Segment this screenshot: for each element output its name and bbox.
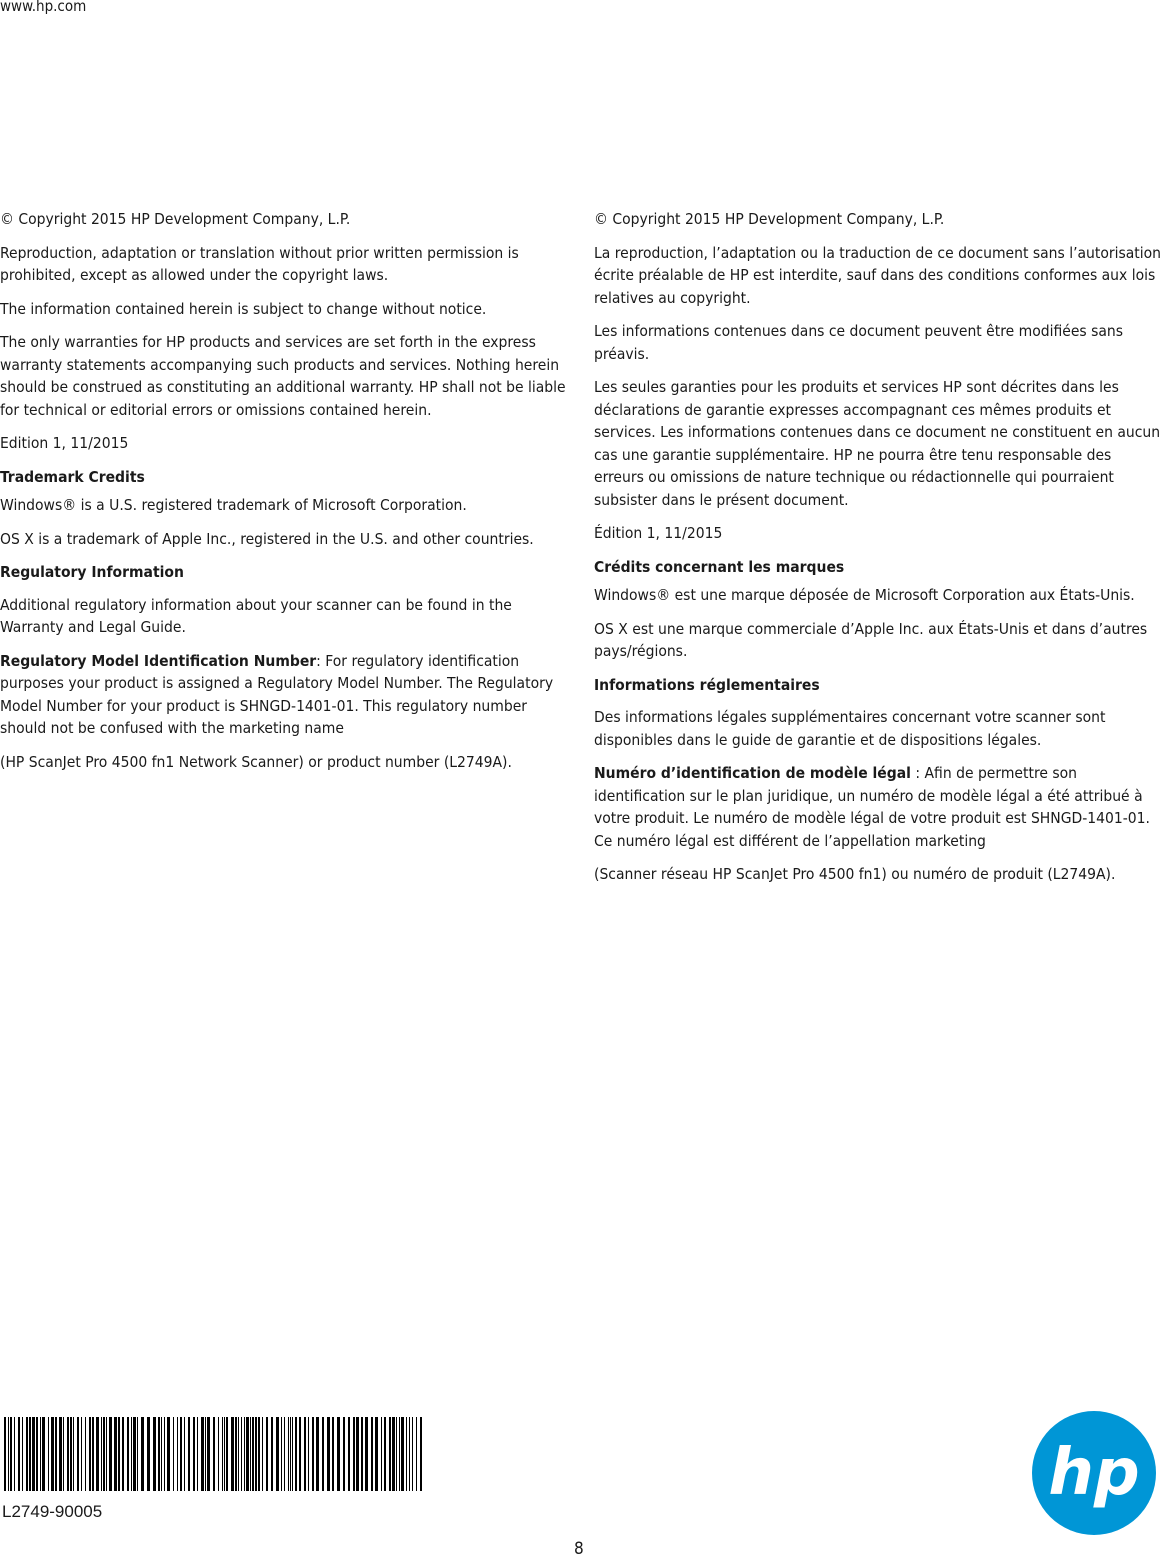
trademark-heading-en: Trademark Credits <box>0 467 145 486</box>
barcode-bar <box>59 1417 62 1491</box>
barcode-bar <box>103 1417 105 1491</box>
barcode-text: L2749-90005 <box>2 1502 103 1521</box>
windows-tm-fr: Windows® est une marque déposée de Microsoft Corporation aux États-Unis. <box>594 586 1135 604</box>
barcode-bar <box>226 1417 228 1491</box>
barcode-bar <box>114 1417 117 1491</box>
barcode-bar <box>312 1417 314 1491</box>
barcode-bar <box>337 1417 340 1491</box>
barcode-bar <box>10 1417 12 1491</box>
barcode-bar <box>222 1417 223 1491</box>
regulatory-heading-en: Regulatory Information <box>0 563 184 581</box>
regulatory-text-en: Additional regulatory information about your scanner can be found in the Warranty and Legal Guide. <box>0 595 512 636</box>
barcode-bar <box>22 1417 23 1491</box>
barcode-bar <box>70 1417 72 1491</box>
hp-logo-icon <box>1031 1410 1157 1536</box>
barcode-bar <box>420 1417 422 1491</box>
barcode-bar <box>412 1417 413 1491</box>
barcode-bar <box>42 1417 45 1491</box>
barcode-bar <box>4 1417 6 1491</box>
model-paragraph-fr <box>594 762 1162 852</box>
barcode-bar <box>295 1417 297 1491</box>
barcode-bar <box>161 1417 162 1491</box>
barcode-bar <box>48 1417 49 1491</box>
barcode-bar <box>353 1417 355 1491</box>
warranty-en: The only warranties for HP products and services are set forth in the express warranty statements accompanying such products and services. Nothing herein should be construed as constituting an additional warranty. HP shall not be liable for technical or editorial errors or omissions contained herein. <box>0 333 566 419</box>
barcode-bar <box>389 1417 391 1491</box>
barcode-bar <box>8 1417 9 1491</box>
barcode-bar <box>205 1417 206 1491</box>
barcode-bar <box>133 1417 136 1491</box>
barcode-bar <box>213 1417 215 1491</box>
barcode-bar <box>384 1417 386 1491</box>
barcode-bar <box>96 1417 99 1491</box>
barcode-bar <box>284 1417 285 1491</box>
barcode-bar <box>164 1417 165 1491</box>
page-number: 8 <box>574 1539 584 1559</box>
barcode-bar <box>276 1417 279 1491</box>
barcode-bar <box>141 1417 144 1491</box>
barcode-bar <box>238 1417 239 1491</box>
barcode-bar <box>375 1417 378 1491</box>
barcode-bar <box>63 1417 64 1491</box>
barcode-bar <box>231 1417 234 1491</box>
barcode-bar <box>327 1417 330 1491</box>
barcode-bar <box>401 1417 404 1491</box>
copyright-fr: © Copyright 2015 HP Development Company, L.P. <box>594 210 945 228</box>
edition-en: Edition 1, 11/2015 <box>0 434 129 452</box>
barcode-bar <box>167 1417 170 1491</box>
barcode-bar <box>308 1417 309 1491</box>
info-change-en: The information contained herein is subject to change without notice. <box>0 299 487 318</box>
barcode-bar <box>322 1417 324 1491</box>
barcode-bar <box>406 1417 407 1491</box>
barcode-bar <box>396 1417 397 1491</box>
barcode-bar <box>81 1417 82 1491</box>
barcode-bar <box>246 1417 249 1491</box>
model-paragraph-en <box>0 650 568 740</box>
barcode-bar <box>207 1417 210 1491</box>
osx-tm-fr: OS X est une marque commerciale d’Apple Inc. aux États-Unis et dans d’autres pays/régions. <box>594 619 1148 660</box>
reproduction-en: Reproduction, adaptation or translation without prior written permission is prohibited, except as allowed under the copyright laws. <box>0 243 519 284</box>
barcode-bar <box>137 1417 138 1491</box>
barcode-bar <box>193 1417 195 1491</box>
barcode-bar <box>244 1417 245 1491</box>
barcode-bar <box>416 1417 417 1491</box>
barcode-bar <box>122 1417 124 1491</box>
barcode-bar <box>399 1417 400 1491</box>
barcode-bar <box>118 1417 120 1491</box>
barcode-bar <box>55 1417 57 1491</box>
barcode-bar <box>32 1417 35 1491</box>
barcode-bar <box>343 1417 345 1491</box>
barcode-bar <box>409 1417 410 1491</box>
barcode-bar <box>365 1417 368 1491</box>
product-name-en: (HP ScanJet Pro 4500 fn1 Network Scanner) or product number (L2749A). <box>0 752 512 771</box>
barcode-bar <box>197 1417 198 1491</box>
barcode-bar <box>51 1417 54 1491</box>
regulatory-text-fr: Des informations légales supplémentaires concernant votre scanner sont disponibles dans le guide de garantie et de dispositions légales. <box>594 708 1106 749</box>
barcode-bar <box>381 1417 382 1491</box>
barcode-bar <box>67 1417 69 1491</box>
info-change-fr: Les informations contenues dans ce document peuvent être modifiées sans préavis. <box>594 322 1124 363</box>
barcode-bar <box>288 1417 289 1491</box>
barcode-bar <box>184 1417 185 1491</box>
barcode-bar <box>92 1417 94 1491</box>
copyright-en: © Copyright 2015 HP Development Company, L.P. <box>0 210 351 228</box>
windows-tm-en: Windows® is a U.S. registered trademark of Microsoft Corporation. <box>0 496 467 514</box>
barcode-bar <box>266 1417 268 1491</box>
barcode-bar <box>292 1417 293 1491</box>
barcode-bar <box>73 1417 74 1491</box>
barcode-bar <box>14 1417 15 1491</box>
barcode-bar <box>392 1417 395 1491</box>
barcode-bar <box>255 1417 257 1491</box>
model-text-fr: : Afin de permettre son identification sur le plan juridique, un numéro de modèle légal a été attribué à votre produit. Le numéro de modèle légal de votre produit est SHNGD-1401-01. Ce numéro légal est différent de l’appellation marketing <box>594 764 1150 850</box>
edition-fr: Édition 1, 11/2015 <box>594 524 723 542</box>
barcode-bar <box>262 1417 263 1491</box>
barcode-bar <box>241 1417 242 1491</box>
model-label-en: Regulatory Model Identification Number <box>0 651 317 670</box>
barcode-bar <box>348 1417 350 1491</box>
barcode-bar <box>252 1417 254 1491</box>
barcode-bar <box>36 1417 38 1491</box>
barcode-bar <box>89 1417 91 1491</box>
barcode-bar <box>201 1417 204 1491</box>
barcode-bar <box>299 1417 301 1491</box>
header-url: www.hp.com <box>0 0 87 15</box>
barcode-bar <box>106 1417 107 1491</box>
barcode-bar <box>18 1417 20 1491</box>
product-name-fr: (Scanner réseau HP ScanJet Pro 4500 fn1) ou numéro de produit (L2749A). <box>594 865 1116 883</box>
barcode <box>4 1417 424 1491</box>
barcode-bar <box>77 1417 79 1491</box>
barcode-bar <box>281 1417 282 1491</box>
barcode-bar <box>235 1417 237 1491</box>
barcode-bar <box>224 1417 225 1491</box>
barcode-bar <box>147 1417 150 1491</box>
barcode-bar <box>109 1417 112 1491</box>
barcode-bar <box>180 1417 182 1491</box>
barcode-bar <box>356 1417 359 1491</box>
barcode-bar <box>131 1417 132 1491</box>
osx-tm-en: OS X is a trademark of Apple Inc., registered in the U.S. and other countries. <box>0 529 534 548</box>
barcode-bar <box>218 1417 219 1491</box>
barcode-bar <box>101 1417 102 1491</box>
barcode-bar <box>316 1417 319 1491</box>
barcode-bar <box>371 1417 373 1491</box>
model-text-en: : For regulatory identification purposes your product is assigned a Regulatory Model Number. The Regulatory Model Number for your product is SHNGD-1401-01. This regulatory number should not be confused with the marketing name <box>0 651 554 737</box>
regulatory-heading-fr: Informations réglementaires <box>594 675 820 694</box>
barcode-bar <box>127 1417 129 1491</box>
barcode-bar <box>158 1417 160 1491</box>
english-column <box>0 208 568 784</box>
reproduction-fr: La reproduction, l’adaptation ou la traduction de ce document sans l’autorisation écrite préalable de HP est interdite, sauf dans des conditions conformes aux lois relatives au copyright. <box>594 243 1162 307</box>
barcode-bar <box>250 1417 251 1491</box>
french-column <box>594 208 1162 897</box>
barcode-bar <box>332 1417 334 1491</box>
barcode-bar <box>40 1417 41 1491</box>
barcode-bar <box>153 1417 156 1491</box>
warranty-fr: Les seules garanties pour les produits et services HP sont décrites dans les déclarations de garantie expresses accompagnant ces mêmes produits et services. Les informations contenues dans ce document ne constituent en aucun cas une garantie supplémentaire. HP ne pourra être tenu responsable des erreurs ou omissions de nature technique ou rédactionnelle qui pourraient subsister dans le présent document. <box>594 378 1161 509</box>
barcode-bar <box>304 1417 306 1491</box>
model-label-fr: Numéro d’identification de modèle légal <box>594 764 911 782</box>
barcode-bar <box>361 1417 363 1491</box>
barcode-bar <box>290 1417 291 1491</box>
hp-logo-text: hp <box>1048 1436 1140 1510</box>
barcode-bar <box>173 1417 174 1491</box>
trademark-heading-fr: Crédits concernant les marques <box>594 557 845 576</box>
barcode-bar <box>26 1417 28 1491</box>
barcode-bar <box>258 1417 260 1491</box>
barcode-bar <box>177 1417 178 1491</box>
barcode-bar <box>85 1417 86 1491</box>
barcode-bar <box>271 1417 273 1491</box>
barcode-bar <box>29 1417 31 1491</box>
barcode-bar <box>188 1417 190 1491</box>
